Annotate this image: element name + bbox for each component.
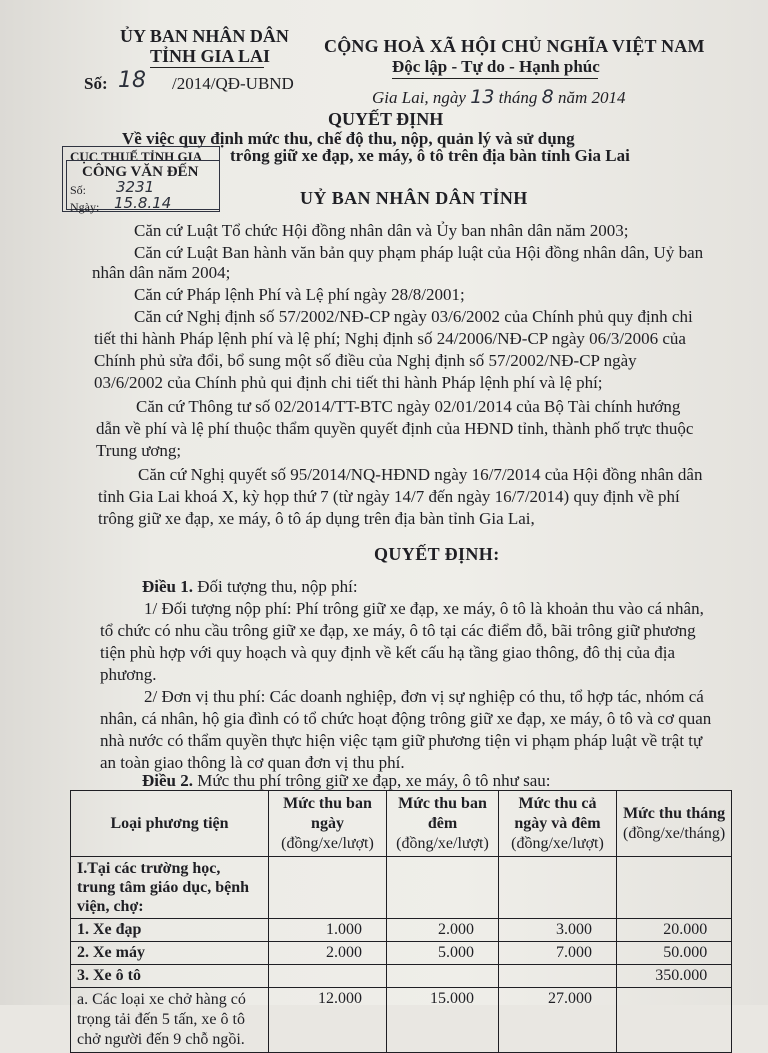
preamble-line-14: trông giữ xe đạp, xe máy, ô tô áp dụng trên địa bàn tỉnh Gia Lai, bbox=[98, 509, 535, 528]
section-i-label: I.Tại các trường học, trung tâm giáo dục, bệnh viện, chợ: bbox=[71, 857, 269, 919]
preamble-line-13: tỉnh Gia Lai khoá X, kỳ họp thứ 7 (từ ngày 14/7 đến ngày 16/7/2014) quy định về phí bbox=[98, 487, 680, 506]
article1-line-5: 2/ Đơn vị thu phí: Các doanh nghiệp, đơn vị sự nghiệp có thu, tổ hợp tác, nhóm cá bbox=[144, 687, 704, 706]
document-heading: QUYẾT ĐỊNH bbox=[328, 109, 444, 129]
header-fullday-rate-unit: (đồng/xe/lượt) bbox=[511, 834, 604, 852]
fee-table bbox=[70, 790, 732, 1053]
authority-heading: UỶ BAN NHÂN DÂN TỈNH bbox=[300, 188, 528, 208]
stamp-ngay-label: Ngày: bbox=[70, 200, 100, 214]
subject-line2: trông giữ xe đạp, xe máy, ô tô trên địa bàn tỉnh Gia Lai bbox=[230, 146, 630, 165]
article1-line-6: nhân, cá nhân, hộ gia đình có tổ chức hoạt động trông giữ xe đạp, xe máy, ô tô và cơ quan bbox=[100, 709, 712, 728]
article1-line-8: an toàn giao thông là cơ quan đơn vị thu phí. bbox=[100, 753, 405, 772]
header-day-rate bbox=[269, 791, 387, 857]
header-vehicle-type-title: Loại phương tiện bbox=[110, 814, 229, 832]
doc-number-prefix: Số: bbox=[84, 74, 108, 93]
doc-number-handwritten: 18 bbox=[118, 68, 146, 93]
header-fullday-rate bbox=[499, 791, 617, 857]
table-row bbox=[71, 965, 732, 988]
header-monthly-rate-title: Mức thu tháng bbox=[623, 804, 726, 822]
preamble-line-2: Căn cứ Luật Ban hành văn bản quy phạm pháp luật của Hội đồng nhân dân, Uỷ ban bbox=[134, 243, 704, 262]
preamble-line-4: Căn cứ Pháp lệnh Phí và Lệ phí ngày 28/8/2001; bbox=[134, 285, 465, 304]
night-rate: 2.000 bbox=[387, 919, 499, 942]
vehicle-name: 3. Xe ô tô bbox=[71, 965, 269, 988]
article1-line-7: nhà nước có thẩm quyền thực hiện việc tạm giữ phương tiện vi phạm pháp luật về trật tự bbox=[100, 731, 703, 750]
monthly-rate: 350.000 bbox=[617, 965, 732, 988]
vehicle-name: a. Các loại xe chở hàng có trọng tải đến 5 tấn, xe ô tô chở người đến 9 chỗ ngồi. bbox=[71, 988, 269, 1053]
fullday-rate: 7.000 bbox=[499, 942, 617, 965]
monthly-rate: 20.000 bbox=[617, 919, 732, 942]
monthly-rate bbox=[617, 988, 732, 1053]
date-place bbox=[372, 86, 626, 108]
preamble-line-6: tiết thi hành Pháp lệnh phí và lệ phí; Nghị định số 24/2006/NĐ-CP ngày 06/3/2006 của bbox=[94, 329, 686, 348]
table-row bbox=[71, 919, 732, 942]
article2-title: Mức thu phí trông giữ xe đạp, xe máy, ô tô như sau: bbox=[197, 771, 551, 790]
stamp-title: CÔNG VĂN ĐẾN bbox=[82, 164, 199, 180]
day-rate: 1.000 bbox=[269, 919, 387, 942]
cell-empty bbox=[269, 857, 387, 919]
org-name-line2: TỈNH GIA LAI bbox=[150, 46, 271, 66]
preamble-line-12: Căn cứ Nghị quyết số 95/2014/NQ-HĐND ngày 16/7/2014 của Hội đồng nhân dân bbox=[138, 465, 703, 484]
vehicle-name: 2. Xe máy bbox=[71, 942, 269, 965]
preamble-line-3: nhân dân năm 2004; bbox=[92, 263, 231, 282]
day-rate bbox=[269, 965, 387, 988]
subject-line1: Về việc quy định mức thu, chế độ thu, nộp, quản lý và sử dụng bbox=[122, 129, 575, 148]
header-day-rate-unit: (đồng/xe/lượt) bbox=[281, 834, 374, 852]
decision-heading: QUYẾT ĐỊNH: bbox=[374, 544, 500, 564]
article1-line-3: tiện phù hợp với quy hoạch và quy định về kết cấu hạ tầng giao thông, đô thị của địa bbox=[100, 643, 676, 662]
header-monthly-rate bbox=[617, 791, 732, 857]
stamp-so-label: Số: bbox=[70, 183, 87, 197]
nation-title: CỘNG HOÀ XÃ HỘI CHỦ NGHĨA VIỆT NAM bbox=[324, 36, 705, 56]
national-motto: Độc lập - Tự do - Hạnh phúc bbox=[392, 57, 600, 76]
date-month: 8 bbox=[541, 86, 554, 108]
fullday-rate: 27.000 bbox=[499, 988, 617, 1053]
monthly-rate: 50.000 bbox=[617, 942, 732, 965]
article1-line-4: phương. bbox=[100, 665, 157, 684]
stamp-ngay-value: 15.8.14 bbox=[114, 194, 172, 212]
table-row bbox=[71, 942, 732, 965]
vehicle-name: 1. Xe đạp bbox=[71, 919, 269, 942]
preamble-line-9: Căn cứ Thông tư số 02/2014/TT-BTC ngày 02/01/2014 của Bộ Tài chính hướng bbox=[136, 397, 681, 416]
fullday-rate: 3.000 bbox=[499, 919, 617, 942]
date-year: năm 2014 bbox=[558, 88, 626, 107]
table-row bbox=[71, 988, 732, 1053]
fullday-rate bbox=[499, 965, 617, 988]
date-day: 13 bbox=[470, 86, 495, 108]
header-night-rate-unit: (đồng/xe/lượt) bbox=[396, 834, 489, 852]
cell-empty bbox=[387, 857, 499, 919]
night-rate bbox=[387, 965, 499, 988]
article1-heading bbox=[142, 576, 358, 598]
cell-empty bbox=[617, 857, 732, 919]
day-rate: 12.000 bbox=[269, 988, 387, 1053]
preamble-line-10: dẫn về phí và lệ phí thuộc thẩm quyền quyết định của HĐND tỉnh, thành phố trực thuộc bbox=[96, 419, 694, 438]
article1-line-1: 1/ Đối tượng nộp phí: Phí trông giữ xe đạp, xe máy, ô tô là khoản thu vào cá nhân, bbox=[144, 599, 704, 618]
article2-heading bbox=[142, 770, 551, 792]
article1-title: Đối tượng thu, nộp phí: bbox=[197, 577, 358, 596]
org-name-line1: ỦY BAN NHÂN DÂN bbox=[120, 26, 289, 46]
header-night-rate-title: Mức thu ban đêm bbox=[398, 794, 487, 832]
header-monthly-rate-unit: (đồng/xe/tháng) bbox=[623, 824, 726, 842]
preamble-line-11: Trung ương; bbox=[96, 441, 182, 460]
table-row-section bbox=[71, 857, 732, 919]
preamble-line-1: Căn cứ Luật Tổ chức Hội đồng nhân dân và Ủy ban nhân dân năm 2003; bbox=[134, 221, 629, 240]
date-place-label: Gia Lai, ngày bbox=[372, 88, 466, 107]
preamble-line-7: Chính phủ sửa đổi, bổ sung một số điều của Nghị định số 57/2002/NĐ-CP ngày bbox=[94, 351, 637, 370]
stamp-header-text: CỤC THUẾ TỈNH GIA bbox=[70, 149, 203, 164]
header-night-rate bbox=[387, 791, 499, 857]
article1-label: Điều 1. bbox=[142, 577, 193, 596]
night-rate: 15.000 bbox=[387, 988, 499, 1053]
org-underline bbox=[150, 67, 264, 68]
stamp-so-value: 3231 bbox=[116, 178, 155, 196]
doc-number-suffix: /2014/QĐ-UBND bbox=[172, 74, 294, 93]
article2-label: Điều 2. bbox=[142, 771, 193, 790]
night-rate: 5.000 bbox=[387, 942, 499, 965]
preamble-line-5: Căn cứ Nghị định số 57/2002/NĐ-CP ngày 03/6/2002 của Chính phủ quy định chi bbox=[134, 307, 693, 326]
date-month-label: tháng bbox=[498, 88, 538, 107]
cell-empty bbox=[499, 857, 617, 919]
motto-underline bbox=[392, 78, 598, 79]
preamble-line-8: 03/6/2002 của Chính phủ qui định chi tiết thi hành Pháp lệnh phí và lệ phí; bbox=[94, 373, 603, 392]
header-vehicle-type bbox=[71, 791, 269, 857]
day-rate: 2.000 bbox=[269, 942, 387, 965]
header-fullday-rate-title: Mức thu cả ngày và đêm bbox=[514, 794, 601, 832]
article1-line-2: tổ chức có nhu cầu trông giữ xe đạp, xe máy, ô tô tại các điểm đỗ, bãi trông giữ phương bbox=[100, 621, 696, 640]
table-header-row bbox=[71, 791, 732, 857]
header-day-rate-title: Mức thu ban ngày bbox=[283, 794, 372, 832]
